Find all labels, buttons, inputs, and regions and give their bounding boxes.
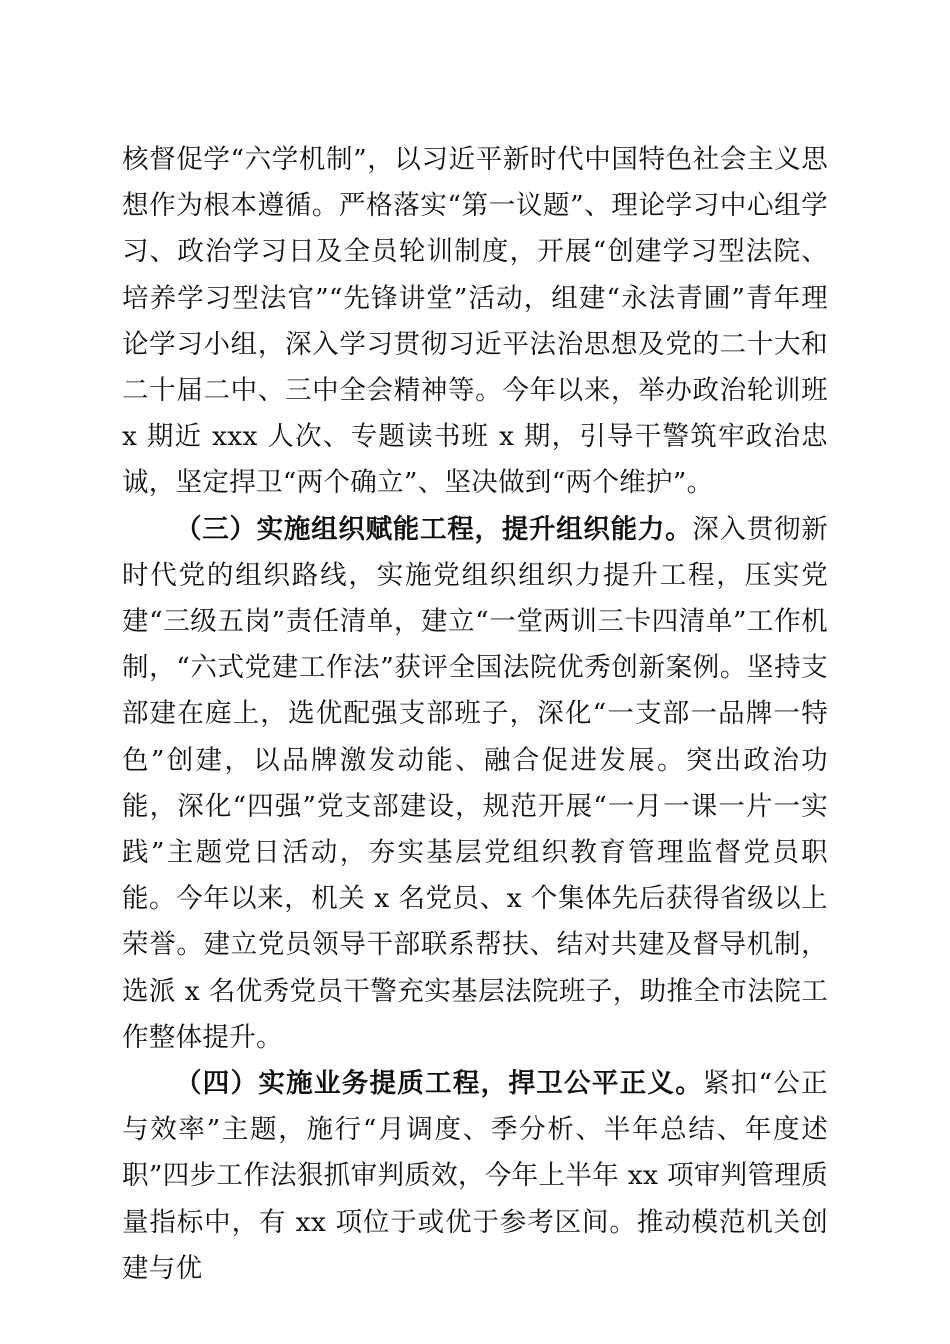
paragraph-body: 紧扣“公正与效率”主题，施行“月调度、季分析、半年总结、年度述职”四步工作法狠抓审判质效，今年上半年 xx 项审判管理质量指标中，有 xx 项位于或优于参考区间。推动模范机关创建与优: [122, 1068, 828, 1284]
document-page: [122, 137, 828, 1292]
paragraph-body: 深入贯彻新时代党的组织路线，实施党组织组织力提升工程，压实党建“三级五岗”责任清单，建立“一堂两训三卡四清单”工作机制，“六式党建工作法”获评全国法院优秀创新案例。坚持支部建在庭上，选优配强支部班子，深化“一支部一品牌一特色”创建，以品牌激发动能、融合促进发展。突出政治功能，深化“四强”党支部建设，规范开展“一月一课一片一实践”主题党日活动，夯实基层党组织教育管理监督党员职能。今年以来，机关 x 名党员、x 个集体先后获得省级以上荣誉。建立党员领导干部联系帮扶、结对共建及督导机制，选派 x 名优秀党员干警充实基层法院班子，助推全市法院工作整体提升。: [122, 513, 829, 1053]
section-heading-four: （四）实施业务提质工程，捍卫公平正义。: [175, 1068, 703, 1100]
paragraph-political-study: [122, 137, 828, 507]
paragraph-organization-empowerment: [122, 507, 828, 1061]
paragraph-business-quality: [122, 1061, 828, 1292]
section-heading-three: （三）实施组织赋能工程，提升组织能力。: [175, 513, 693, 545]
paragraph-body: 核督促学“六学机制”，以习近平新时代中国特色社会主义思想作为根本遵循。严格落实“第一议题”、理论学习中心组学习、政治学习日及全员轮训制度，开展“创建学习型法院、培养学习型法官”“先锋讲堂”活动，组建“永法青圃”青年理论学习小组，深入学习贯彻习近平法治思想及党的二十大和二十届二中、三中全会精神等。今年以来，举办政治轮训班 x 期近 xxx 人次、专题读书班 x 期，引导干警筑牢政治忠诚，坚定捍卫“两个确立”、坚决做到“两个维护”。: [122, 144, 828, 499]
